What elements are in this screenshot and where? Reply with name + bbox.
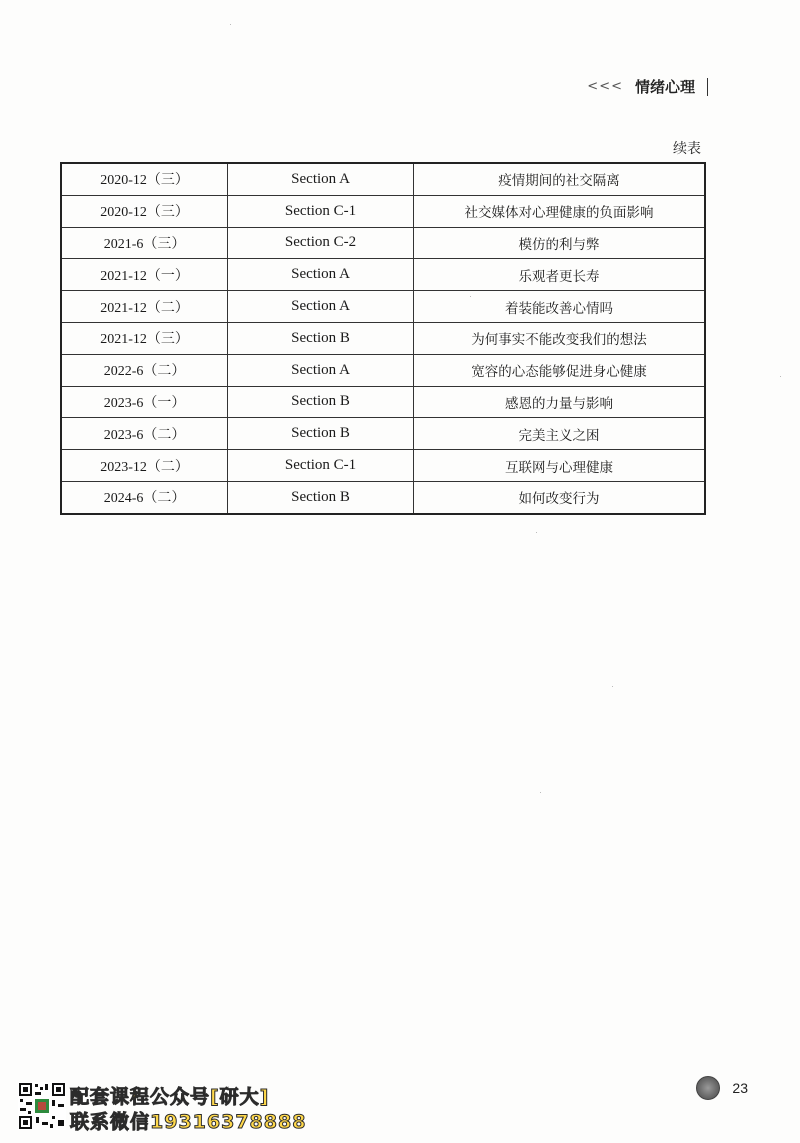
section-cell: Section A (228, 354, 414, 386)
section-cell: Section C-1 (228, 195, 414, 227)
topic-cell: 疫情期间的社交隔离 (414, 163, 705, 195)
qr-code-icon (18, 1082, 66, 1130)
date-cell: 2021-12（三） (61, 322, 228, 354)
topic-cell: 如何改变行为 (414, 481, 705, 513)
section-cell: Section A (228, 291, 414, 323)
exam-topic-table (60, 162, 706, 515)
table-row (61, 386, 705, 418)
date-cell: 2024-6（二） (61, 481, 228, 513)
date-cell: 2022-6（二） (61, 354, 228, 386)
topic-cell: 社交媒体对心理健康的负面影响 (414, 195, 705, 227)
page-number: 23 (732, 1080, 748, 1096)
section-title: 情绪心理 (634, 78, 695, 96)
date-cell: 2021-12（一） (61, 259, 228, 291)
watermark (18, 1082, 318, 1134)
chevron-left-icon: <<< (587, 79, 623, 94)
scan-speck (536, 532, 537, 533)
date-cell: 2021-6（三） (61, 227, 228, 259)
table-row (61, 418, 705, 450)
page-footer (696, 1076, 748, 1100)
table-row (61, 354, 705, 386)
scan-speck (612, 686, 613, 687)
section-cell: Section A (228, 259, 414, 291)
table-row (61, 163, 705, 195)
section-cell: Section C-1 (228, 450, 414, 482)
table-row (61, 195, 705, 227)
topic-cell: 乐观者更长寿 (414, 259, 705, 291)
date-cell: 2023-6（二） (61, 418, 228, 450)
topic-cell: 完美主义之困 (414, 418, 705, 450)
section-cell: Section A (228, 163, 414, 195)
date-cell: 2020-12（三） (61, 195, 228, 227)
table-row (61, 481, 705, 513)
section-cell: Section C-2 (228, 227, 414, 259)
table-row (61, 259, 705, 291)
topic-cell: 互联网与心理健康 (414, 450, 705, 482)
scan-speck (230, 24, 231, 25)
table-row (61, 291, 705, 323)
topic-cell: 感恩的力量与影响 (414, 386, 705, 418)
section-cell: Section B (228, 386, 414, 418)
table-row (61, 450, 705, 482)
page-emblem-icon (696, 1076, 720, 1100)
scan-speck (780, 376, 781, 377)
header-divider (707, 78, 708, 96)
date-cell: 2021-12（二） (61, 291, 228, 323)
running-header (587, 76, 708, 97)
date-cell: 2023-6（一） (61, 386, 228, 418)
scan-speck (540, 792, 541, 793)
date-cell: 2020-12（三） (61, 163, 228, 195)
scan-speck (470, 296, 471, 297)
table-row (61, 227, 705, 259)
date-cell: 2023-12（二） (61, 450, 228, 482)
topic-cell: 模仿的利与弊 (414, 227, 705, 259)
section-cell: Section B (228, 481, 414, 513)
topic-cell: 宽容的心态能够促进身心健康 (414, 354, 705, 386)
section-cell: Section B (228, 418, 414, 450)
watermark-line-2: 联系微信19316378888 (70, 1111, 307, 1133)
table-row (61, 322, 705, 354)
topic-cell: 着装能改善心情吗 (414, 291, 705, 323)
continued-label: 续表 (673, 141, 701, 157)
table-body (61, 163, 705, 514)
watermark-line-1: 配套课程公众号[研大] (70, 1086, 270, 1108)
section-cell: Section B (228, 322, 414, 354)
topic-cell: 为何事实不能改变我们的想法 (414, 322, 705, 354)
